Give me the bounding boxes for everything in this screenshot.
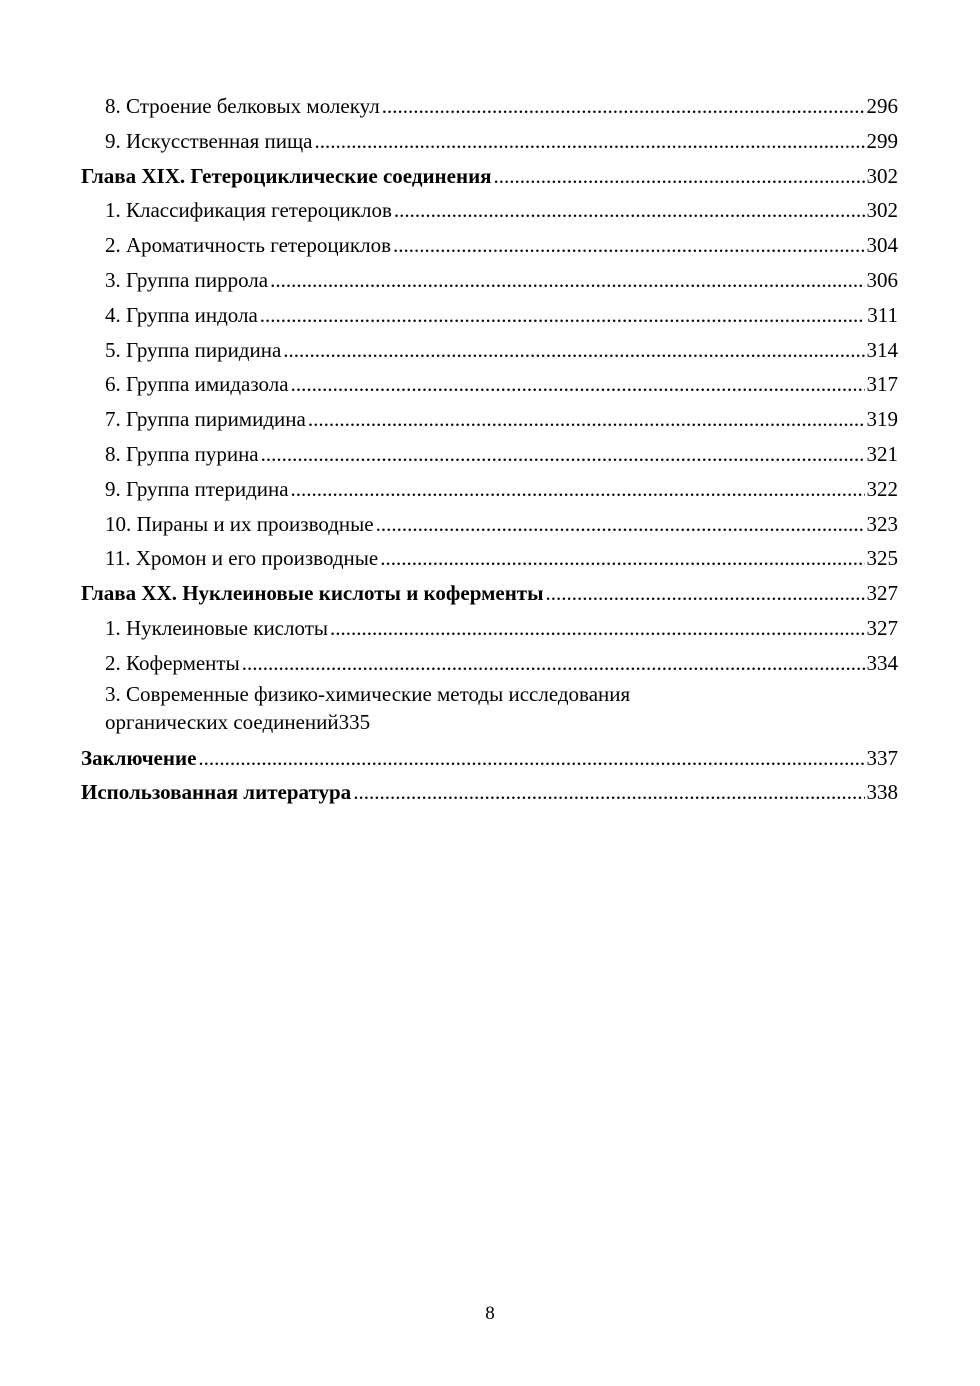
- dot-leader: [376, 507, 865, 542]
- toc-entry-page: 337: [866, 745, 898, 770]
- toc-entry[interactable]: [81, 402, 898, 437]
- toc-entry[interactable]: [81, 89, 898, 124]
- toc-entry[interactable]: [81, 263, 898, 298]
- toc-entry-page: 338: [866, 780, 898, 805]
- toc-entry-title: 2. Коферменты: [105, 650, 240, 675]
- page-number: 8: [485, 1303, 495, 1324]
- toc-entry[interactable]: [81, 646, 898, 681]
- toc-entry-page: 323: [866, 511, 898, 536]
- toc-entry-title: 6. Группа имидазола: [105, 372, 289, 397]
- toc-entry-page: 321: [866, 441, 898, 466]
- toc-entry[interactable]: [81, 611, 898, 646]
- dot-leader: [283, 333, 864, 368]
- dot-leader: [315, 124, 865, 159]
- toc-entry-multiline[interactable]: [81, 681, 898, 741]
- toc-entry-page: 325: [866, 546, 898, 571]
- toc-entry-page: 317: [866, 372, 898, 397]
- toc-entry[interactable]: [81, 124, 898, 159]
- toc-entry-page: 335: [338, 709, 371, 734]
- dot-leader: [353, 775, 864, 810]
- dot-leader: [270, 263, 864, 298]
- toc-chapter-entry[interactable]: [81, 159, 898, 194]
- toc-entry-title: 5. Группа пиридина: [105, 337, 282, 362]
- toc-entry-title: 4. Группа индола: [105, 302, 258, 327]
- toc-entry-title-line2: органических соединений: [105, 709, 339, 734]
- toc-entry[interactable]: [81, 472, 898, 507]
- toc-chapter-entry[interactable]: [81, 775, 898, 810]
- toc-entry-page: 296: [866, 94, 898, 118]
- dot-leader: [261, 437, 865, 472]
- dot-leader: [291, 367, 865, 402]
- dot-leader: [330, 611, 865, 646]
- dot-leader: [291, 472, 865, 507]
- dot-leader: [394, 193, 865, 228]
- dot-leader: [198, 741, 864, 776]
- toc-entry-page: 311: [867, 302, 898, 327]
- toc-entry-page: 304: [866, 233, 898, 258]
- toc-entry-title: 7. Группа пиримидина: [105, 407, 306, 432]
- toc-entry[interactable]: [81, 228, 898, 263]
- toc-entry-title: 1. Классификация гетероциклов: [105, 198, 392, 223]
- toc-entry-page: 327: [866, 581, 898, 606]
- toc-chapter-title: Использованная литература: [81, 780, 352, 805]
- dot-leader: [393, 228, 865, 263]
- toc-entry-page: 306: [866, 267, 898, 292]
- toc-entry-page: 334: [866, 650, 898, 675]
- toc-entry[interactable]: [81, 298, 898, 333]
- toc-entry-page: 322: [866, 476, 898, 501]
- dot-leader: [242, 646, 865, 681]
- dot-leader: [308, 402, 865, 437]
- toc-chapter-title: Глава XX. Нуклеиновые кислоты и коферменты: [81, 581, 544, 606]
- toc-entry[interactable]: [81, 437, 898, 472]
- toc-entry[interactable]: [81, 367, 898, 402]
- dot-leader: [382, 89, 865, 124]
- dot-leader: [546, 576, 865, 611]
- dot-leader: [260, 298, 865, 333]
- toc-entry-title-line1: 3. Современные физико-химические методы исследования: [105, 681, 631, 706]
- dot-leader: [380, 541, 864, 576]
- toc-entry[interactable]: [81, 507, 898, 542]
- toc-chapter-entry[interactable]: [81, 741, 898, 776]
- toc-entry-title: 11. Хромон и его производные: [105, 546, 379, 571]
- toc-entry-page: 299: [866, 128, 898, 153]
- toc-entry-title: 2. Ароматичность гетероциклов: [105, 233, 391, 258]
- table-of-contents: [81, 89, 898, 810]
- toc-entry[interactable]: [81, 193, 898, 228]
- toc-entry-title-line2-row: [105, 707, 898, 741]
- toc-chapter-entry[interactable]: [81, 576, 898, 611]
- toc-entry-title: 8. Строение белковых молекул: [105, 94, 380, 118]
- toc-entry-page: 302: [866, 198, 898, 223]
- toc-entry-page: 302: [866, 163, 898, 188]
- toc-entry-page: 314: [866, 337, 898, 362]
- toc-entry-title: 8. Группа пурина: [105, 441, 259, 466]
- toc-chapter-title: Заключение: [81, 745, 197, 770]
- toc-entry-page: 319: [866, 407, 898, 432]
- toc-entry-title: 10. Пираны и их производные: [105, 511, 374, 536]
- toc-entry-page: 327: [866, 615, 898, 640]
- toc-entry[interactable]: [81, 541, 898, 576]
- toc-entry-title: 1. Нуклеиновые кислоты: [105, 615, 328, 640]
- toc-entry[interactable]: [81, 333, 898, 368]
- toc-entry-title: 9. Группа птеридина: [105, 476, 289, 501]
- dot-leader: [494, 159, 865, 194]
- toc-entry-title: 3. Группа пиррола: [105, 267, 269, 292]
- toc-chapter-title: Глава XIX. Гетероциклические соединения: [81, 163, 492, 188]
- toc-entry-title: 9. Искусственная пища: [105, 128, 313, 153]
